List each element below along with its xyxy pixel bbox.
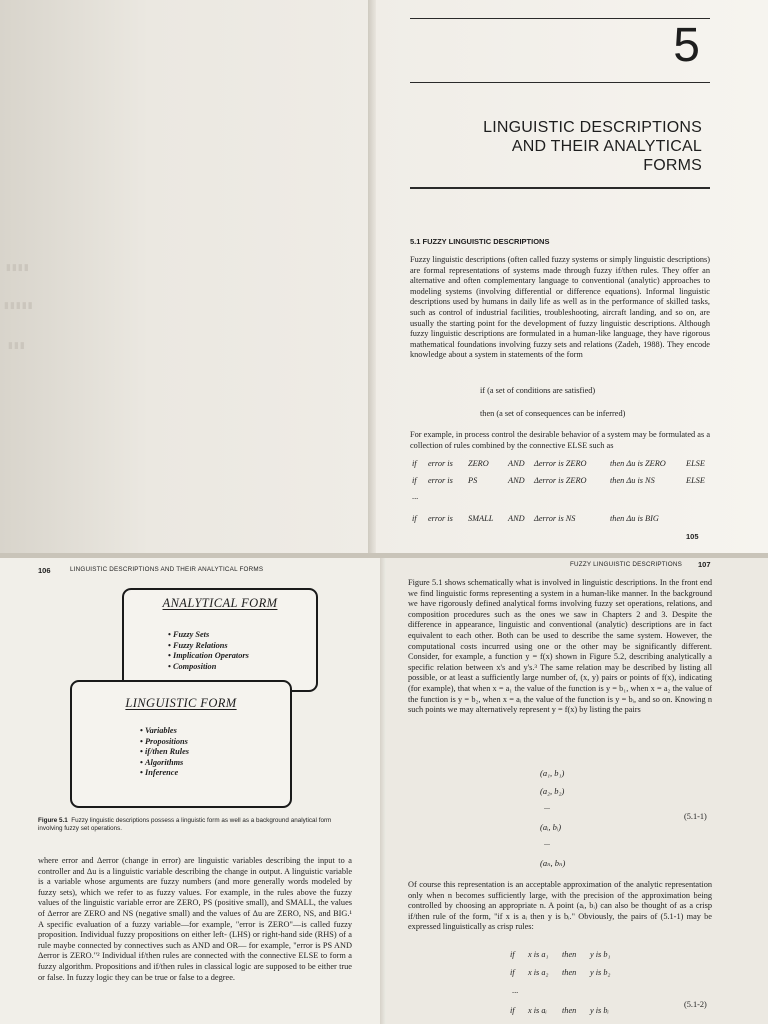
body-paragraph: Of course this representation is an acceptable approximation of the analytic representation only when n becomes sufficiently large, with the precision of the approximation being controlled by choosing an appropriate n. A point (aᵢ, bᵢ) can also be thought of as a crisp if/then rule of the form, "if x is aᵢ then y is bᵢ." Obviously, the pairs of (5.1-1) may be expressed linguistically as crisp rules: [408, 880, 712, 932]
bleed-through-text: ▮▮▮▮ [6, 262, 30, 272]
rule-antecedent: x is aᵢ [528, 1006, 547, 1015]
pair-ellipsis: ... [544, 802, 550, 811]
linguistic-form-title: LINGUISTIC FORM [125, 696, 237, 710]
chapter-title-rule [410, 187, 710, 189]
chapter-number: 5 [673, 19, 700, 72]
rule-if: if [412, 514, 417, 523]
page-number: 106 [38, 566, 51, 575]
rule-if: if [412, 459, 417, 468]
list-item: • if/then Rules [140, 747, 189, 758]
body-paragraph: where error and Δerror (change in error) are linguistic variables describing the input to a controller and Δu is a linguistic variable describing the change in output. A linguistic variable is a variable whose arguments are fuzzy numbers (and more generally words modeled by fuzzy sets), which we refer to as fuzzy values. For example, in the rules above the fuzzy values of the linguistic variable error are ZERO, PS (positive small), and SMALL, the values of Δerror are ZERO and NS (negative small) and the values of Δu are ZERO, NS, and BIG.¹ A specific evaluation of a fuzzy variable—for example, "error is ZERO"—is called fuzzy proposition. Individual fuzzy propositions on either left- (LHS) or right-hand side (RHS) of a rule maybe connected by connectives such as AND and OR— for example, "error is PS AND Δerror is ZERO."² Individual if/then rules are connected with the connective ELSE to form a fuzzy algorithm. Propositions and if/then rules in classical logic are supposed to be either true or false. In fuzzy logic they can be true or false to a degree. [38, 856, 352, 982]
rule-then: then [562, 968, 577, 977]
analytical-form-box [122, 588, 318, 692]
page-number: 107 [698, 560, 711, 569]
rule-connective: AND [508, 514, 525, 523]
rule-connective: AND [508, 476, 525, 485]
rule-if: if [510, 1006, 515, 1015]
rule-consequence: then Δu is NS [610, 476, 655, 485]
analytical-form-title: ANALYTICAL FORM [162, 596, 278, 610]
rule-antecedent: x is a₁ [528, 950, 549, 959]
body-paragraph: Fuzzy linguistic descriptions (often called fuzzy systems or simply linguistic descriptions) are formal representations of systems made through fuzzy if/then rules. They offer an alternative and often complementary language to conventional (analytic) approaches to modeling systems (involving differential or difference equations). Informal linguistic descriptions used by humans in daily life as well as in the performance of skilled tasks, such as control of industrial facilities, troubleshooting, aircraft landing, and so on, are usually the starting point for the development of fuzzy linguistic descriptions. Although fuzzy linguistic descriptions are formulated in a human-like language, they have rigorous mathematical foundations involving fuzzy sets and relations (Zadeh, 1988). They encode knowledge about a system in statements of the form [410, 255, 710, 360]
figure-label: Figure 5.1 [38, 817, 68, 824]
rule-value: ZERO [468, 459, 489, 468]
rule-value: SMALL [468, 514, 494, 523]
equation-label: (5.1-2) [684, 1000, 707, 1009]
section-heading: 5.1 FUZZY LINGUISTIC DESCRIPTIONS [410, 237, 550, 246]
running-header: LINGUISTIC DESCRIPTIONS AND THEIR ANALYTICAL FORMS [70, 566, 264, 573]
rule-consequent: y is bᵢ [590, 1006, 609, 1015]
bleed-through-text: ▮▮▮ [8, 340, 26, 350]
rule-if: if [510, 950, 515, 959]
chapter-title-line: LINGUISTIC DESCRIPTIONS [483, 119, 702, 136]
rule-consequent: y is b₁ [590, 950, 611, 959]
rule-antecedent: x is a₂ [528, 968, 549, 977]
rule-else: ELSE [686, 476, 705, 485]
rule-then: then [562, 950, 577, 959]
list-item: • Implication Operators [168, 651, 249, 662]
list-item: • Fuzzy Sets [168, 630, 249, 641]
rule-template-if: if (a set of conditions are satisfied) [480, 386, 596, 395]
rule-condition: Δerror is ZERO [534, 476, 587, 485]
book-gutter [380, 556, 386, 1024]
page-number: 105 [686, 532, 699, 541]
linguistic-form-box [70, 680, 292, 808]
pair-item: (a₂, b₂) [540, 786, 565, 796]
pair-item: (aᵢ, bᵢ) [540, 822, 562, 832]
rule-consequence: then Δu is BIG [610, 514, 659, 523]
rule-template-then: then (a set of consequences can be inferred) [480, 409, 626, 418]
pair-ellipsis: ... [544, 838, 550, 847]
figure-caption-text: Fuzzy linguistic descriptions possess a linguistic form as well as a background analytical form involving fuzzy set operations. [38, 817, 332, 833]
rule-if: if [510, 968, 515, 977]
rule-subject: error is [428, 476, 453, 485]
list-item: • Propositions [140, 737, 189, 748]
rule-connective: AND [508, 459, 525, 468]
rule-ellipsis: ... [412, 492, 419, 501]
rule-subject: error is [428, 459, 453, 468]
analytical-form-list [168, 630, 249, 672]
pair-item: (a₁, b₁) [540, 768, 565, 778]
rule-ellipsis: ... [512, 986, 519, 995]
chapter-mid-rule [410, 82, 710, 83]
equation-label: (5.1-1) [684, 812, 707, 821]
book-gutter [368, 0, 376, 556]
rule-else: ELSE [686, 459, 705, 468]
rule-then: then [562, 1006, 577, 1015]
rule-value: PS [468, 476, 478, 485]
rule-if: if [412, 476, 417, 485]
body-paragraph: For example, in process control the desirable behavior of a system may be formulated as a collection of rules combined by the connective ELSE such as [410, 430, 710, 450]
list-item: • Inference [140, 768, 189, 779]
chapter-title-line: FORMS [643, 157, 702, 174]
rule-consequence: then Δu is ZERO [610, 459, 666, 468]
rule-subject: error is [428, 514, 453, 523]
chapter-title-line: AND THEIR ANALYTICAL [511, 138, 702, 155]
list-item: • Algorithms [140, 758, 189, 769]
page-104-blank [0, 0, 372, 556]
body-paragraph: Figure 5.1 shows schematically what is involved in linguistic descriptions. In the front end we find linguistic forms representing a system in a human-like manner. In the background we have rigorously defined analytical forms involving fuzzy set operations, relations, and composition procedures such as the ones we saw in Chapters 2 and 3. Despite the difference in appearance, linguistic and conventional (analytic) descriptions are in fact equivalent to each other. Both can be used to describe the same system. However, the computational costs incurred using one or the other may be significantly different. Consider, for example, a function y = f(x) shown in Figure 5.2, describing analytically a specific relation between x's and y's.³ The same relation may be described by listing all possible, or at least a sufficiently large number of, (x, y) pairs or points of f(x), indicating (for example), that when x = a₁ the value of the function is y = b₁, when x = a₂ the value of the function is y = b₂, when x = aᵢ the value of the function is y = bᵢ, and so on. Knowing n such points we may alternatively represent y = f(x) by listing the pairs [408, 578, 712, 715]
list-item: • Variables [140, 726, 189, 737]
linguistic-form-list [140, 726, 189, 779]
pair-item: (aₙ, bₙ) [540, 858, 566, 868]
scan-seam [0, 553, 768, 558]
chapter-title [420, 118, 702, 175]
rule-condition: Δerror is NS [534, 514, 576, 523]
rule-condition: Δerror is ZERO [534, 459, 587, 468]
list-item: • Fuzzy Relations [168, 641, 249, 652]
list-item: • Composition [168, 662, 249, 673]
bleed-through-text: ▮▮▮▮▮ [4, 300, 34, 310]
running-header: FUZZY LINGUISTIC DESCRIPTIONS [570, 561, 683, 568]
figure-caption [38, 817, 352, 833]
rule-consequent: y is b₂ [590, 968, 611, 977]
